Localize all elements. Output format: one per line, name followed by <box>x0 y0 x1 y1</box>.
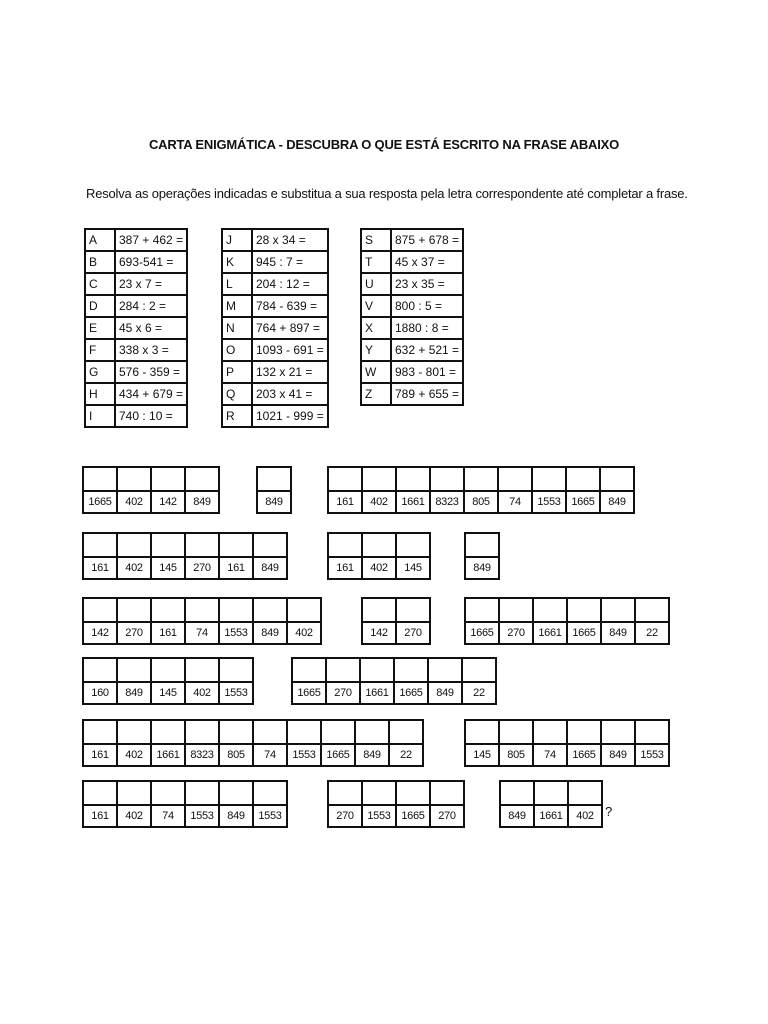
code-number: 1665 <box>292 682 326 704</box>
letter-answer-box[interactable] <box>500 781 534 805</box>
letter-answer-box[interactable] <box>465 533 499 557</box>
key-row <box>361 317 463 339</box>
code-number: 8323 <box>430 491 464 513</box>
letter-answer-box[interactable] <box>219 781 253 805</box>
key-letter: L <box>222 273 252 295</box>
code-number: 849 <box>500 805 534 827</box>
key-operation: 387 + 462 = <box>115 229 187 251</box>
key-letter: C <box>85 273 115 295</box>
key-row <box>85 317 187 339</box>
key-row <box>361 295 463 317</box>
letter-answer-box[interactable] <box>185 598 219 622</box>
code-number: 1665 <box>396 805 430 827</box>
code-number: 8323 <box>185 744 219 766</box>
letter-answer-box[interactable] <box>83 467 117 491</box>
code-number: 849 <box>600 491 634 513</box>
code-number: 142 <box>362 622 396 644</box>
code-number: 849 <box>465 557 499 579</box>
key-letter: R <box>222 405 252 427</box>
key-letter: W <box>361 361 391 383</box>
letter-answer-box[interactable] <box>328 781 362 805</box>
key-row <box>222 295 328 317</box>
word-group <box>256 466 292 514</box>
key-letter: K <box>222 251 252 273</box>
key-letter: N <box>222 317 252 339</box>
letter-answer-box[interactable] <box>292 658 326 682</box>
key-letter: A <box>85 229 115 251</box>
code-number: 849 <box>117 682 151 704</box>
key-letter: Z <box>361 383 391 405</box>
code-number: 142 <box>83 622 117 644</box>
code-number: 74 <box>151 805 185 827</box>
key-letter: J <box>222 229 252 251</box>
letter-answer-box[interactable] <box>532 467 566 491</box>
letter-answer-box[interactable] <box>219 720 253 744</box>
letter-answer-box[interactable] <box>396 467 430 491</box>
word-group <box>327 466 635 514</box>
letter-answer-box[interactable] <box>83 598 117 622</box>
code-number: 849 <box>185 491 219 513</box>
key-letter: Y <box>361 339 391 361</box>
letter-answer-box[interactable] <box>396 781 430 805</box>
word-group <box>291 657 497 705</box>
key-row <box>222 251 328 273</box>
code-number: 270 <box>328 805 362 827</box>
letter-answer-box[interactable] <box>566 467 600 491</box>
key-row <box>222 405 328 427</box>
letter-answer-box[interactable] <box>219 598 253 622</box>
letter-answer-box[interactable] <box>253 720 287 744</box>
code-number: 74 <box>533 744 567 766</box>
letter-answer-box[interactable] <box>117 467 151 491</box>
code-number: 402 <box>117 491 151 513</box>
key-row <box>222 317 328 339</box>
code-number: 849 <box>601 622 635 644</box>
letter-answer-box[interactable] <box>600 467 634 491</box>
key-operation: 45 x 6 = <box>115 317 187 339</box>
word-group <box>82 532 288 580</box>
letter-answer-box[interactable] <box>355 720 389 744</box>
key-row <box>361 383 463 405</box>
letter-answer-box[interactable] <box>567 598 601 622</box>
letter-answer-box[interactable] <box>394 658 428 682</box>
code-number: 145 <box>151 682 185 704</box>
code-number: 161 <box>219 557 253 579</box>
code-number: 270 <box>396 622 430 644</box>
key-row <box>222 361 328 383</box>
code-number: 74 <box>185 622 219 644</box>
letter-answer-box[interactable] <box>151 533 185 557</box>
code-number: 1553 <box>635 744 669 766</box>
code-number: 1661 <box>533 622 567 644</box>
code-number: 805 <box>499 744 533 766</box>
word-group <box>499 780 603 828</box>
word-group <box>464 719 670 767</box>
letter-answer-box[interactable] <box>568 781 602 805</box>
code-number: 161 <box>83 744 117 766</box>
letter-answer-box[interactable] <box>534 781 568 805</box>
word-group <box>327 780 465 828</box>
code-number: 22 <box>462 682 496 704</box>
key-letter: B <box>85 251 115 273</box>
code-number: 145 <box>465 744 499 766</box>
code-number: 849 <box>601 744 635 766</box>
key-letter: P <box>222 361 252 383</box>
word-group <box>82 466 220 514</box>
key-operation: 23 x 35 = <box>391 273 463 295</box>
key-operation: 576 - 359 = <box>115 361 187 383</box>
key-table-3 <box>360 228 464 406</box>
key-row <box>85 295 187 317</box>
code-number: 22 <box>389 744 423 766</box>
code-number: 1661 <box>396 491 430 513</box>
code-number: 1665 <box>567 622 601 644</box>
code-number: 849 <box>253 557 287 579</box>
word-group <box>464 532 500 580</box>
word-group <box>361 597 431 645</box>
letter-answer-box[interactable] <box>464 467 498 491</box>
letter-answer-box[interactable] <box>601 598 635 622</box>
letter-answer-box[interactable] <box>151 720 185 744</box>
code-number: 160 <box>83 682 117 704</box>
code-number: 402 <box>117 744 151 766</box>
code-number: 849 <box>355 744 389 766</box>
letter-answer-box[interactable] <box>328 467 362 491</box>
key-operation: 875 + 678 = <box>391 229 463 251</box>
word-group <box>82 657 254 705</box>
word-group <box>82 719 424 767</box>
letter-answer-box[interactable] <box>83 781 117 805</box>
letter-answer-box[interactable] <box>185 781 219 805</box>
key-row <box>361 229 463 251</box>
letter-answer-box[interactable] <box>117 658 151 682</box>
letter-answer-box[interactable] <box>287 598 321 622</box>
key-row <box>85 273 187 295</box>
letter-answer-box[interactable] <box>185 467 219 491</box>
word-group <box>464 597 670 645</box>
letter-answer-box[interactable] <box>362 598 396 622</box>
letter-answer-box[interactable] <box>83 658 117 682</box>
letter-answer-box[interactable] <box>396 598 430 622</box>
key-operation: 23 x 7 = <box>115 273 187 295</box>
key-letter: S <box>361 229 391 251</box>
code-number: 849 <box>428 682 462 704</box>
code-number: 849 <box>219 805 253 827</box>
letter-answer-box[interactable] <box>465 720 499 744</box>
code-number: 22 <box>635 622 669 644</box>
code-number: 1665 <box>566 491 600 513</box>
key-operation: 203 x 41 = <box>252 383 328 405</box>
letter-answer-box[interactable] <box>151 658 185 682</box>
key-table-1 <box>84 228 188 428</box>
letter-answer-box[interactable] <box>117 598 151 622</box>
key-row <box>85 229 187 251</box>
code-number: 402 <box>117 557 151 579</box>
letter-answer-box[interactable] <box>601 720 635 744</box>
code-number: 161 <box>83 557 117 579</box>
key-letter: Q <box>222 383 252 405</box>
letter-answer-box[interactable] <box>117 781 151 805</box>
key-letter: I <box>85 405 115 427</box>
key-row <box>222 339 328 361</box>
key-table-2 <box>221 228 329 428</box>
code-number: 805 <box>219 744 253 766</box>
code-number: 1665 <box>321 744 355 766</box>
letter-answer-box[interactable] <box>328 533 362 557</box>
key-operation: 28 x 34 = <box>252 229 328 251</box>
letter-answer-box[interactable] <box>362 781 396 805</box>
letter-answer-box[interactable] <box>219 658 253 682</box>
letter-answer-box[interactable] <box>635 720 669 744</box>
letter-answer-box[interactable] <box>430 467 464 491</box>
code-number: 270 <box>326 682 360 704</box>
code-number: 270 <box>499 622 533 644</box>
code-number: 1661 <box>534 805 568 827</box>
key-letter: O <box>222 339 252 361</box>
code-number: 1553 <box>185 805 219 827</box>
key-letter: G <box>85 361 115 383</box>
key-letter: D <box>85 295 115 317</box>
key-letter: M <box>222 295 252 317</box>
key-operation: 784 - 639 = <box>252 295 328 317</box>
code-number: 161 <box>151 622 185 644</box>
code-number: 142 <box>151 491 185 513</box>
key-operation: 800 : 5 = <box>391 295 463 317</box>
letter-answer-box[interactable] <box>462 658 496 682</box>
key-operation: 284 : 2 = <box>115 295 187 317</box>
letter-answer-box[interactable] <box>498 467 532 491</box>
key-letter: X <box>361 317 391 339</box>
code-number: 1553 <box>287 744 321 766</box>
key-row <box>361 273 463 295</box>
key-operation: 434 + 679 = <box>115 383 187 405</box>
worksheet-title: CARTA ENIGMÁTICA - DESCUBRA O QUE ESTÁ ESCRITO NA FRASE ABAIXO <box>148 137 620 152</box>
code-number: 1553 <box>362 805 396 827</box>
word-group <box>82 780 288 828</box>
key-operation: 740 : 10 = <box>115 405 187 427</box>
key-letter: V <box>361 295 391 317</box>
key-operation: 983 - 801 = <box>391 361 463 383</box>
code-number: 805 <box>464 491 498 513</box>
key-operation: 1021 - 999 = <box>252 405 328 427</box>
letter-answer-box[interactable] <box>362 533 396 557</box>
key-operation: 1880 : 8 = <box>391 317 463 339</box>
key-row <box>361 339 463 361</box>
code-number: 161 <box>328 557 362 579</box>
letter-answer-box[interactable] <box>321 720 355 744</box>
letter-answer-box[interactable] <box>151 781 185 805</box>
word-group <box>82 597 322 645</box>
code-number: 849 <box>253 622 287 644</box>
code-number: 161 <box>83 805 117 827</box>
letter-answer-box[interactable] <box>257 467 291 491</box>
code-number: 1665 <box>394 682 428 704</box>
key-row <box>222 273 328 295</box>
key-operation: 945 : 7 = <box>252 251 328 273</box>
letter-answer-box[interactable] <box>151 467 185 491</box>
letter-answer-box[interactable] <box>326 658 360 682</box>
letter-answer-box[interactable] <box>533 598 567 622</box>
code-number: 145 <box>396 557 430 579</box>
letter-answer-box[interactable] <box>83 720 117 744</box>
instructions-text: Resolva as operações indicadas e substitua a sua resposta pela letra correspondente até completar a frase. <box>86 186 688 201</box>
code-number: 1553 <box>253 805 287 827</box>
code-number: 74 <box>498 491 532 513</box>
letter-answer-box[interactable] <box>185 720 219 744</box>
letter-answer-box[interactable] <box>117 720 151 744</box>
letter-answer-box[interactable] <box>151 598 185 622</box>
key-operation: 45 x 37 = <box>391 251 463 273</box>
question-mark: ? <box>605 804 613 819</box>
letter-answer-box[interactable] <box>635 598 669 622</box>
key-operation: 132 x 21 = <box>252 361 328 383</box>
letter-answer-box[interactable] <box>396 533 430 557</box>
key-row <box>85 383 187 405</box>
code-number: 1553 <box>219 622 253 644</box>
key-operation: 632 + 521 = <box>391 339 463 361</box>
letter-answer-box[interactable] <box>83 533 117 557</box>
key-letter: T <box>361 251 391 273</box>
code-number: 270 <box>185 557 219 579</box>
letter-answer-box[interactable] <box>430 781 464 805</box>
code-number: 402 <box>362 557 396 579</box>
code-number: 402 <box>287 622 321 644</box>
letter-answer-box[interactable] <box>465 598 499 622</box>
key-row <box>85 339 187 361</box>
key-operation: 1093 - 691 = <box>252 339 328 361</box>
code-number: 402 <box>362 491 396 513</box>
letter-answer-box[interactable] <box>185 658 219 682</box>
key-letter: F <box>85 339 115 361</box>
code-number: 270 <box>430 805 464 827</box>
code-number: 402 <box>568 805 602 827</box>
key-row <box>361 361 463 383</box>
code-number: 1553 <box>532 491 566 513</box>
code-number: 1661 <box>360 682 394 704</box>
code-number: 270 <box>117 622 151 644</box>
letter-answer-box[interactable] <box>533 720 567 744</box>
code-number: 402 <box>117 805 151 827</box>
key-letter: U <box>361 273 391 295</box>
key-operation: 338 x 3 = <box>115 339 187 361</box>
code-number: 145 <box>151 557 185 579</box>
letter-answer-box[interactable] <box>185 533 219 557</box>
key-row <box>85 251 187 273</box>
letter-answer-box[interactable] <box>253 598 287 622</box>
letter-answer-box[interactable] <box>428 658 462 682</box>
code-number: 849 <box>257 491 291 513</box>
key-row <box>222 383 328 405</box>
key-letter: E <box>85 317 115 339</box>
letter-answer-box[interactable] <box>389 720 423 744</box>
letter-answer-box[interactable] <box>117 533 151 557</box>
key-operation: 789 + 655 = <box>391 383 463 405</box>
code-number: 402 <box>185 682 219 704</box>
letter-answer-box[interactable] <box>253 533 287 557</box>
key-operation: 693-541 = <box>115 251 187 273</box>
letter-answer-box[interactable] <box>287 720 321 744</box>
letter-answer-box[interactable] <box>219 533 253 557</box>
code-number: 1665 <box>465 622 499 644</box>
code-number: 161 <box>328 491 362 513</box>
code-number: 1665 <box>567 744 601 766</box>
letter-answer-box[interactable] <box>360 658 394 682</box>
letter-answer-box[interactable] <box>253 781 287 805</box>
key-row <box>85 405 187 427</box>
letter-answer-box[interactable] <box>567 720 601 744</box>
code-number: 1665 <box>83 491 117 513</box>
letter-answer-box[interactable] <box>499 720 533 744</box>
key-row <box>361 251 463 273</box>
code-number: 74 <box>253 744 287 766</box>
key-row <box>222 229 328 251</box>
letter-answer-box[interactable] <box>499 598 533 622</box>
word-group <box>327 532 431 580</box>
key-operation: 204 : 12 = <box>252 273 328 295</box>
key-letter: H <box>85 383 115 405</box>
key-row <box>85 361 187 383</box>
code-number: 1553 <box>219 682 253 704</box>
code-number: 1661 <box>151 744 185 766</box>
key-operation: 764 + 897 = <box>252 317 328 339</box>
letter-answer-box[interactable] <box>362 467 396 491</box>
